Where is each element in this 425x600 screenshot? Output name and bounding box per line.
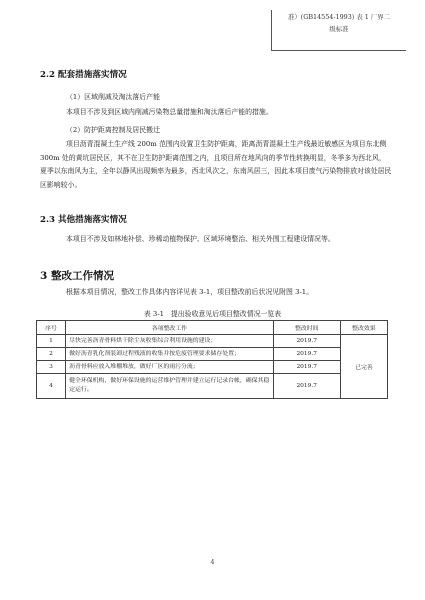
section-2-3-text: 本项目不涉及如林地补偿、珍稀动植物保护、区域环境整治、相关外围工程建设情况等。 <box>66 235 335 243</box>
row-item: 做好沥青乳化剂装卸过程残液的收集并按危废管理要求储存处置； <box>66 348 274 361</box>
header-time: 整改时间 <box>273 321 340 335</box>
row-time: 2019.7 <box>273 374 340 399</box>
row-no: 3 <box>37 361 66 374</box>
section-2-2-title: 2.2 配套措施落实情况 <box>40 70 127 80</box>
section-2-3-title: 2.3 其他措施落实情况 <box>40 215 127 225</box>
section-3-title: 3 整改工作情况 <box>40 270 114 282</box>
row-no: 4 <box>37 374 66 399</box>
page-number: 4 <box>210 558 215 566</box>
table-row <box>37 348 388 361</box>
table-row <box>37 361 388 374</box>
header-cell-line2: 级标准 <box>329 25 349 33</box>
row-time: 2019.7 <box>273 335 340 348</box>
table-row <box>37 335 388 348</box>
row-item: 沥青骨料应放入堆棚堆放，做好厂区的雨污分流； <box>66 361 274 374</box>
table-caption: 表 3-1 提出验收意见后项目整改情况一览表 <box>143 310 282 318</box>
header-item: 各项整改工作 <box>66 321 274 335</box>
item2-text: 项目沥青混凝土生产线 200m 范围内设置卫生防护距离，距离沥青混凝土生产线最近敏感区为项目东北侧 300m 处的黄坑居民区，其不在卫生防护距离范围之内，且项目所在地风向的季节性转换明显，冬季多为西北风，夏季以东南风为主，全年以静风出现频率为最多，西北风次之，东南风居三，因此本项目废气污染物排放对该处居民区影响较小。 <box>40 140 392 189</box>
item2-title: （2）防护距离控制及居民搬迁 <box>66 126 160 134</box>
header-effect: 整改效果 <box>340 321 387 335</box>
row-no: 2 <box>37 348 66 361</box>
row-no: 1 <box>37 335 66 348</box>
row-item: 健全环保机构，做好环保设施的运营维护管理并建立运行记录台帐，确保其稳定运行。 <box>66 374 274 399</box>
table-row <box>37 374 388 399</box>
rectification-table <box>36 320 388 399</box>
section-3-text: 根据本项目情况，整改工作具体内容详见表 3-1，项目整改前后状况见附图 3-1。 <box>66 288 314 296</box>
row-time: 2019.7 <box>273 361 340 374</box>
row-time: 2019.7 <box>273 348 340 361</box>
item1-text: 本项目不涉及到区域内削减污染物总量措施和淘汰落后产能的措施。 <box>66 108 273 116</box>
header-cell-line1: 准）(GB14554-1993) 表 1 厂界二 <box>287 13 391 21</box>
header-table-cell <box>271 10 406 51</box>
row-item: 尽快完善沥青骨料烘干除尘灰收集综合利用设施的建设； <box>66 335 274 348</box>
header-no: 序号 <box>37 321 66 335</box>
table-header-row <box>37 321 388 335</box>
item1-title: （1）区域削减及淘汰落后产能 <box>66 93 160 101</box>
effect-cell: 已完善 <box>340 335 387 399</box>
